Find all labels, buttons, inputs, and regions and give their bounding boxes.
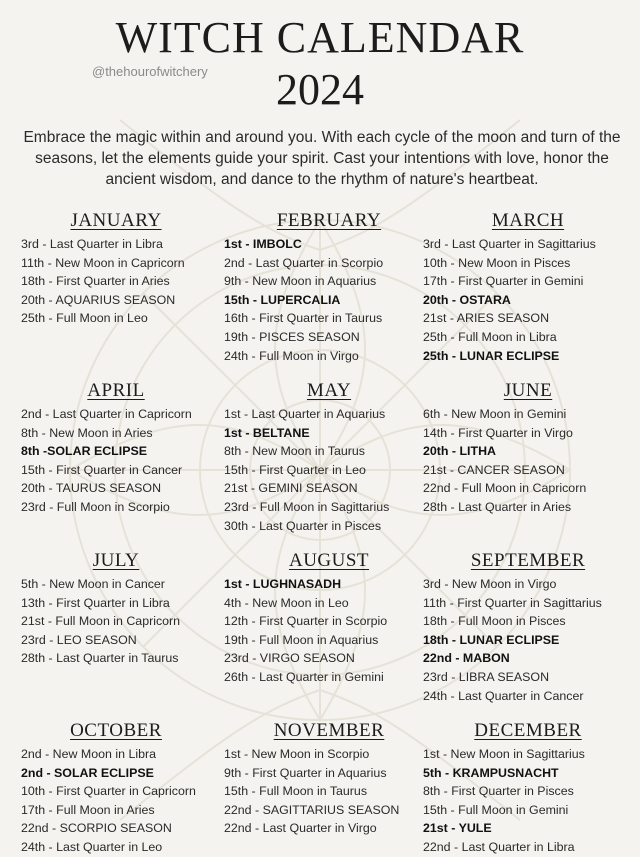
calendar-event: 28th - Last Quarter in Taurus <box>21 651 179 666</box>
calendar-event: 22nd - MABON <box>423 651 510 666</box>
calendar-event: 20th - TAURUS SEASON <box>21 481 162 496</box>
month-may <box>224 379 434 535</box>
calendar-event: 2nd - New Moon in Libra <box>21 747 156 761</box>
month-heading: OCTOBER <box>70 720 162 741</box>
calendar-event: 5th - New Moon in Cancer <box>21 577 165 591</box>
month-heading: SEPTEMBER <box>470 550 586 571</box>
calendar-event: 25th - Full Moon in Leo <box>21 311 148 326</box>
month-heading: AUGUST <box>288 550 370 571</box>
calendar-event: 18th - Full Moon in Pisces <box>423 614 566 629</box>
calendar-event: 21st - GEMINI SEASON <box>224 481 358 496</box>
calendar-event: 15th - Full Moon in Gemini <box>423 802 569 817</box>
month-heading: MAY <box>306 380 352 401</box>
calendar-event: 24th - Full Moon in Virgo <box>224 348 359 363</box>
calendar-event: 17th - Full Moon in Aries <box>21 802 155 817</box>
calendar-event: 21st - YULE <box>423 821 492 836</box>
calendar-event: 8th - New Moon in Aries <box>21 425 153 440</box>
calendar-event: 18th - LUNAR ECLIPSE <box>423 632 560 647</box>
month-heading: APRIL <box>87 380 145 401</box>
calendar-event: 11th - First Quarter in Sagittarius <box>423 595 602 610</box>
calendar-event: 8th - New Moon in Taurus <box>224 444 365 459</box>
calendar-event: 2nd - Last Quarter in Capricorn <box>21 407 192 421</box>
page-title: WITCH CALENDAR <box>115 13 525 62</box>
calendar-event: 4th - New Moon in Leo <box>224 595 349 610</box>
calendar-event: 15th - Full Moon in Taurus <box>224 784 368 799</box>
calendar-event: 15th - First Quarter in Leo <box>224 462 366 477</box>
calendar-event: 21st - ARIES SEASON <box>423 311 550 326</box>
calendar-event: 8th - First Quarter in Pisces <box>423 784 574 799</box>
calendar-event: 21st - CANCER SEASON <box>423 462 565 477</box>
intro-paragraph: Embrace the magic within and around you. With each cycle of the moon and turn of the seasons, let the elements guide your spirit. Cast your intentions with love, honor the ancient wisdom, and dance to the rhythm of nature's heartbeat. <box>23 129 621 188</box>
calendar-event: 10th - New Moon in Pisces <box>423 255 571 270</box>
calendar-event: 6th - New Moon in Gemini <box>423 407 567 421</box>
month-july <box>21 549 231 668</box>
calendar-event: 30th - Last Quarter in Pisces <box>224 518 382 533</box>
author-handle: @thehourofwitchery <box>92 64 208 79</box>
month-heading: JULY <box>92 550 140 571</box>
calendar-event: 22nd - SCORPIO SEASON <box>21 821 172 836</box>
calendar-event: 24th - Last Quarter in Leo <box>21 839 163 854</box>
calendar-event: 5th - KRAMPUSNACHT <box>423 765 559 780</box>
calendar-event: 1st - BELTANE <box>224 425 310 440</box>
calendar-event: 3rd - New Moon in Virgo <box>423 577 557 591</box>
month-april <box>21 379 231 517</box>
calendar-event: 14th - First Quarter in Virgo <box>423 425 573 440</box>
calendar-event: 20th - LITHA <box>423 444 496 459</box>
month-january <box>21 209 231 328</box>
calendar-event: 25th - Full Moon in Libra <box>423 329 557 344</box>
month-heading: MARCH <box>491 210 565 231</box>
month-september <box>423 549 633 705</box>
month-heading: DECEMBER <box>474 720 582 741</box>
month-june <box>423 379 633 517</box>
calendar-event: 22nd - Full Moon in Capricorn <box>423 481 587 496</box>
calendar-event: 1st - New Moon in Scorpio <box>224 747 370 761</box>
month-heading: JUNE <box>503 380 553 401</box>
calendar-event: 11th - New Moon in Capricorn <box>21 255 185 270</box>
calendar-event: 22nd - Last Quarter in Virgo <box>224 821 377 836</box>
calendar-event: 2nd - Last Quarter in Scorpio <box>224 255 384 270</box>
calendar-event: 22nd - SAGITTARIUS SEASON <box>224 802 400 817</box>
calendar-event: 23rd - VIRGO SEASON <box>224 651 355 666</box>
calendar-event: 20th - AQUARIUS SEASON <box>21 292 176 307</box>
calendar-event: 9th - First Quarter in Aquarius <box>224 765 387 780</box>
calendar-event: 1st - LUGHNASADH <box>224 577 342 591</box>
calendar-event: 1st - New Moon in Sagittarius <box>423 747 585 761</box>
calendar-event: 19th - Full Moon in Aquarius <box>224 632 379 647</box>
calendar-event: 23rd - Full Moon in Scorpio <box>21 499 170 514</box>
calendar-event: 20th - OSTARA <box>423 292 511 307</box>
month-november <box>224 719 434 838</box>
calendar-event: 13th - First Quarter in Libra <box>21 595 170 610</box>
calendar-event: 22nd - Last Quarter in Libra <box>423 839 575 854</box>
calendar-event: 3rd - Last Quarter in Sagittarius <box>423 237 596 251</box>
month-october <box>21 719 231 857</box>
calendar-event: 10th - First Quarter in Capricorn <box>21 784 196 799</box>
calendar-event: 28th - Last Quarter in Aries <box>423 499 572 514</box>
calendar-event: 2nd - SOLAR ECLIPSE <box>21 765 154 780</box>
calendar-event: 23rd - Full Moon in Sagittarius <box>224 499 390 514</box>
calendar-event: 12th - First Quarter in Scorpio <box>224 614 388 629</box>
calendar-event: 18th - First Quarter in Aries <box>21 274 170 289</box>
calendar-event: 17th - First Quarter in Gemini <box>423 274 584 289</box>
calendar-event: 23rd - LIBRA SEASON <box>423 669 550 684</box>
year-heading: 2024 <box>276 65 364 114</box>
calendar-event: 15th - LUPERCALIA <box>224 292 341 307</box>
calendar-event: 3rd - Last Quarter in Libra <box>21 237 163 251</box>
calendar-event: 25th - LUNAR ECLIPSE <box>423 348 560 363</box>
calendar-event: 9th - New Moon in Aquarius <box>224 274 377 289</box>
calendar-event: 23rd - LEO SEASON <box>21 632 137 647</box>
month-december <box>423 719 633 857</box>
month-heading: JANUARY <box>70 210 162 231</box>
month-heading: NOVEMBER <box>273 720 385 741</box>
calendar-event: 8th -SOLAR ECLIPSE <box>21 444 147 459</box>
calendar-event: 26th - Last Quarter in Gemini <box>224 669 384 684</box>
month-march <box>423 209 633 365</box>
calendar-event: 21st - Full Moon in Capricorn <box>21 614 181 629</box>
calendar-event: 19th - PISCES SEASON <box>224 329 360 344</box>
month-heading: FEBRUARY <box>276 210 382 231</box>
month-august <box>224 549 434 687</box>
month-february <box>224 209 434 365</box>
calendar-event: 1st - Last Quarter in Aquarius <box>224 407 386 421</box>
calendar-event: 15th - First Quarter in Cancer <box>21 462 183 477</box>
calendar-event: 24th - Last Quarter in Cancer <box>423 688 584 703</box>
calendar-event: 16th - First Quarter in Taurus <box>224 311 383 326</box>
calendar-event: 1st - IMBOLC <box>224 237 302 251</box>
